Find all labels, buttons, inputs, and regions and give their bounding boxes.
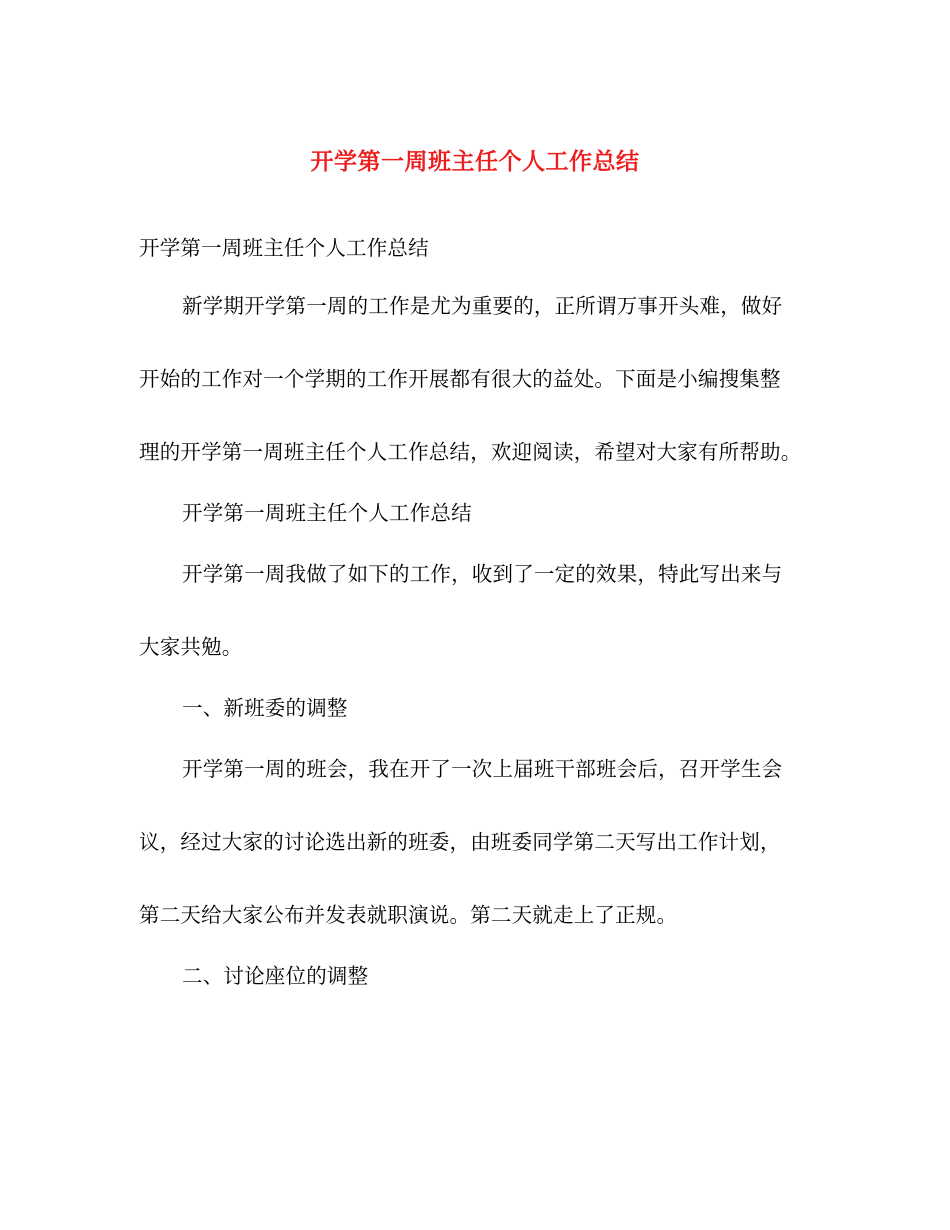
paragraph-line: 开学第一周的班会，我在开了一次上届班干部班会后，召开学生会 xyxy=(182,757,783,781)
paragraph-line: 开学第一周我做了如下的工作，收到了一定的效果，特此写出来与 xyxy=(182,562,783,586)
paragraph-line: 开始的工作对一个学期的工作开展都有很大的益处。下面是小编搜集整 xyxy=(139,367,781,391)
document-title: 开学第一周班主任个人工作总结 xyxy=(310,148,640,175)
paragraph-line: 第二天给大家公布并发表就职演说。第二天就走上了正规。 xyxy=(139,903,678,927)
paragraph-line: 新学期开学第一周的工作是尤为重要的，正所谓万事开头难，做好 xyxy=(182,294,783,318)
subtitle-line: 开学第一周班主任个人工作总结 xyxy=(139,236,429,260)
paragraph-line: 大家共勉。 xyxy=(139,635,243,659)
paragraph-line: 议，经过大家的讨论选出新的班委，由班委同学第二天写出工作计划， xyxy=(139,830,781,854)
paragraph-line: 理的开学第一周班主任个人工作总结，欢迎阅读，希望对大家有所帮助。 xyxy=(139,440,802,464)
section-heading: 一、新班委的调整 xyxy=(182,696,348,720)
section-heading: 开学第一周班主任个人工作总结 xyxy=(182,501,472,525)
section-heading: 二、讨论座位的调整 xyxy=(182,964,369,988)
